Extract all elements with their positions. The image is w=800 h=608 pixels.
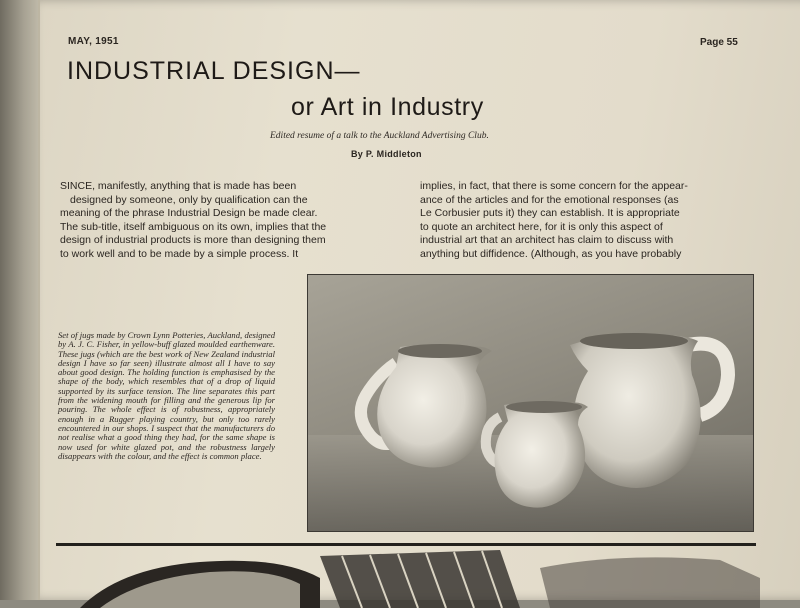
- body-line: anything but diffidence. (Although, as you have probably: [420, 247, 682, 260]
- next-illustration-edge: [80, 548, 760, 608]
- section-divider: [56, 543, 756, 546]
- article-title: INDUSTRIAL DESIGN—: [67, 57, 361, 85]
- page-number: Page 55: [700, 37, 738, 48]
- issue-date: MAY, 1951: [68, 36, 119, 47]
- body-line: to quote an architect here, for it is only this aspect of: [420, 220, 663, 233]
- body-line: SINCE, manifestly, anything that is made has been: [60, 180, 297, 192]
- article-byline: By P. Middleton: [351, 149, 422, 159]
- body-line: The sub-title, itself ambiguous on its own, implies that the: [60, 220, 327, 233]
- article-intro: Edited resume of a talk to the Auckland Advertising Club.: [270, 131, 489, 141]
- jugs-illustration: [308, 275, 753, 531]
- photo-caption: Set of jugs made by Crown Lynn Potteries, Auckland, designed by A. J. C. Fisher, in yellow-buff glazed moulded earthenware. These jugs (which are the best work of New Zealand industrial design I have so far seen) illustrate almost all I have to say about good design. The holding function is emphasised by the shape of the body, which resembles that of a drop of liquid supported by its surface tension. The line separates this part from the widening mouth for filling and the generous lip for pouring. The whole effect is of robustness, appropriately enough in a Rugger playing country, but only too rarely encountered in our shops. I suspect that the manufacturers do not realise what a good thing they had, for the same shape is now used for white glazed pot, and the robustness largely disappears with the colour, and the effect is common place.: [58, 330, 275, 461]
- body-column-2: [420, 180, 750, 262]
- body-line: ance of the articles and for the emotional responses (as: [420, 193, 679, 206]
- body-line: designed by someone, only by qualification can the: [70, 193, 308, 206]
- jugs-photo: [307, 274, 754, 532]
- body-line: industrial art that an architect has claim to discuss with: [420, 234, 674, 247]
- body-line: to work well and to be made by a simple process. It: [60, 247, 299, 260]
- body-line: Le Corbusier puts it) they can establish. It is appropriate: [420, 207, 680, 220]
- body-line: meaning of the phrase Industrial Design be made clear.: [60, 207, 318, 220]
- article-subtitle: or Art in Industry: [291, 93, 484, 121]
- body-line: design of industrial products is more than designing them: [60, 234, 326, 247]
- body-column-1: [60, 180, 385, 262]
- body-line: implies, in fact, that there is some concern for the appear-: [420, 180, 688, 192]
- jug-left: [361, 344, 492, 468]
